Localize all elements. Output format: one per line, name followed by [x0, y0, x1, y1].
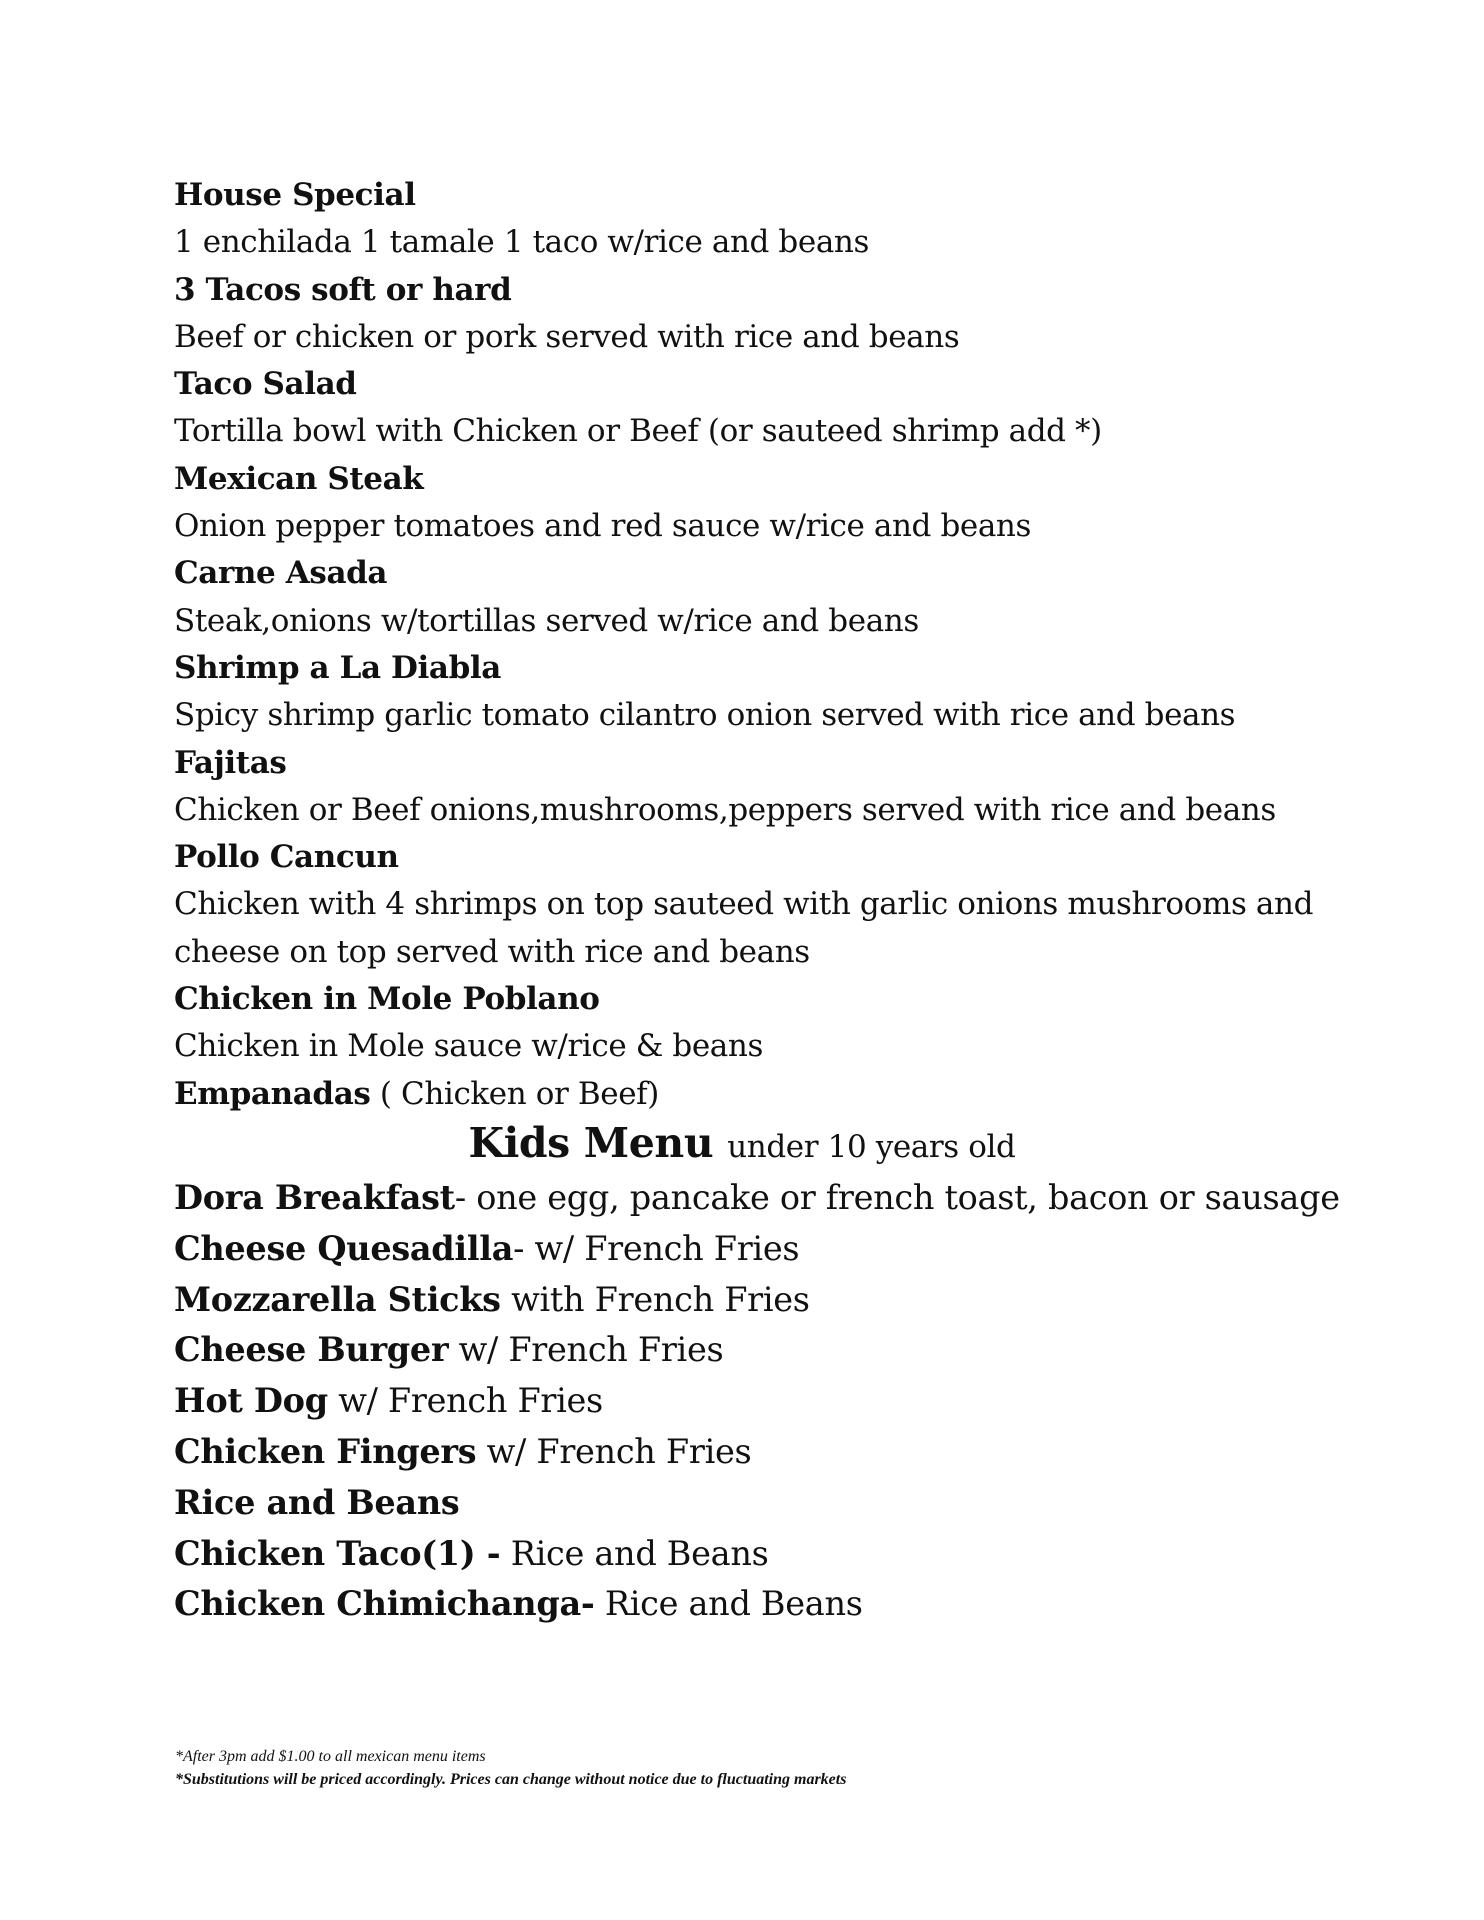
item-description: Chicken in Mole sauce w/rice & beans	[174, 1028, 763, 1065]
kids-menu-heading	[0, 1118, 1484, 1172]
kids-item-description: Rice and Beans	[500, 1533, 769, 1573]
footnote-surcharge: *After 3pm add $1.00 to all mexican menu items	[175, 1748, 486, 1765]
item-description: Steak,onions w/tortillas served w/rice and beans	[174, 602, 919, 639]
item-name: Pollo Cancun	[174, 839, 399, 876]
kids-item	[174, 1529, 1374, 1580]
entrees-list	[174, 172, 1374, 1118]
kids-item-description: Rice and Beans	[594, 1584, 863, 1624]
kids-item-description: w/ French Fries	[448, 1330, 724, 1370]
kids-item-name: Cheese Burger	[174, 1330, 449, 1370]
kids-item-description: w/ French Fries	[476, 1431, 752, 1471]
kids-item-name: Chicken Fingers	[174, 1431, 477, 1471]
item-name: 3 Tacos soft or hard	[174, 271, 512, 308]
kids-menu-list	[174, 1173, 1374, 1630]
kids-item	[174, 1224, 1374, 1275]
empanadas-line	[174, 1071, 1374, 1118]
kids-item	[174, 1325, 1374, 1376]
kids-menu-title: Kids Menu	[468, 1119, 714, 1167]
kids-menu-subtitle: under 10 years old	[727, 1129, 1016, 1165]
kids-item-name: Dora Breakfast	[174, 1178, 455, 1217]
kids-item-name: Rice and Beans	[174, 1482, 460, 1522]
item-description: Spicy shrimp garlic tomato cilantro onion served with rice and beans	[174, 697, 1236, 734]
kids-item-description: w/ French Fries	[327, 1381, 603, 1421]
item-name: Shrimp a La Diabla	[174, 649, 501, 686]
item-name: Chicken in Mole Poblano	[174, 981, 600, 1018]
kids-item-description: - one egg, pancake or french toast, bacon or sausage	[454, 1178, 1340, 1217]
footnotes	[175, 1745, 1375, 1791]
kids-item	[174, 1376, 1374, 1427]
footnote-substitutions: *Substitutions will be priced accordingly. Prices can change without notice due to fluctuating markets	[175, 1771, 847, 1788]
kids-item	[174, 1275, 1374, 1326]
item-name: Fajitas	[174, 744, 287, 781]
item-description: Onion pepper tomatoes and red sauce w/rice and beans	[174, 508, 1031, 545]
item-description: Chicken or Beef onions,mushrooms,peppers served with rice and beans	[174, 791, 1276, 828]
kids-item-name: Chicken Chimichanga-	[174, 1584, 595, 1624]
item-name: Taco Salad	[174, 366, 357, 403]
kids-item	[174, 1427, 1374, 1478]
kids-item	[174, 1173, 1374, 1224]
item-name: Empanadas	[174, 1075, 371, 1112]
item-description: Beef or chicken or pork served with rice and beans	[174, 318, 960, 355]
kids-item-name: Hot Dog	[174, 1381, 328, 1421]
kids-item-description: - w/ French Fries	[513, 1228, 800, 1268]
item-description: Chicken with 4 shrimps on top sauteed with garlic onions mushrooms and cheese on top served with rice and beans	[174, 886, 1314, 970]
item-name: House Special	[174, 177, 416, 213]
item-description: 1 enchilada 1 tamale 1 taco w/rice and beans	[174, 224, 869, 261]
kids-item-description: with French Fries	[500, 1279, 810, 1319]
kids-item	[174, 1579, 1374, 1630]
item-name: Mexican Steak	[174, 460, 424, 497]
kids-item-name: Mozzarella Sticks	[174, 1279, 501, 1319]
item-description: ( Chicken or Beef)	[370, 1075, 659, 1112]
item-description: Tortilla bowl with Chicken or Beef (or sauteed shrimp add *)	[174, 413, 1102, 450]
kids-item-name: Cheese Quesadilla	[174, 1228, 514, 1268]
kids-item-name: Chicken Taco(1) -	[174, 1533, 501, 1573]
kids-item	[174, 1478, 1374, 1529]
item-name: Carne Asada	[174, 555, 388, 592]
